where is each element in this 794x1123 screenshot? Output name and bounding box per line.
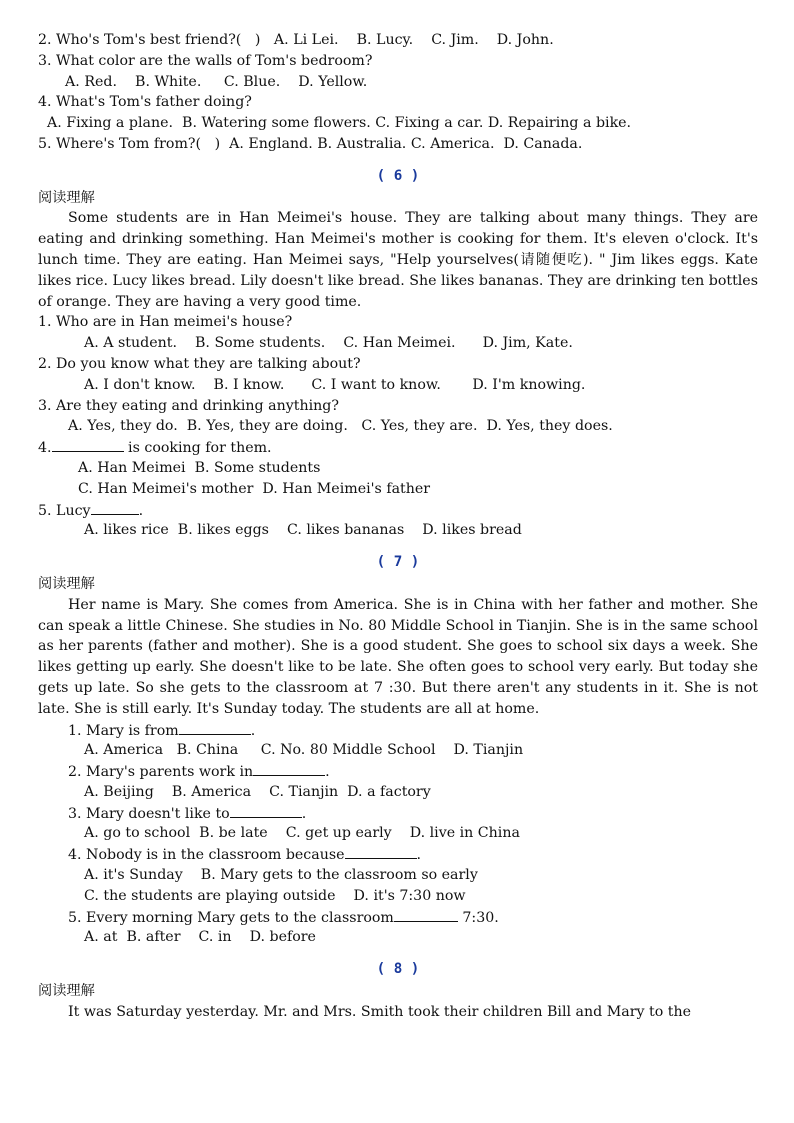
question-4-text: is cooking for them. xyxy=(123,440,272,457)
question-3 xyxy=(38,803,758,824)
question-5-options: A. at B. after C. in D. before xyxy=(84,929,316,946)
reading-passage: It was Saturday yesterday. Mr. and Mrs. Smith took their children Bill and Mary to the xyxy=(68,1003,691,1020)
section-number: ( 6 ) xyxy=(376,167,420,184)
previous-questions xyxy=(38,30,758,155)
question-1: 1. Who are in Han meimei's house? xyxy=(38,314,293,331)
question-2-text: 2. Mary's parents work in xyxy=(68,764,254,781)
question-3: 3. Are they eating and drinking anything? xyxy=(38,397,339,414)
question-3-text: 3. Mary doesn't like to xyxy=(68,805,230,822)
section-label: 阅读理解 xyxy=(38,189,95,206)
answer-blank xyxy=(230,803,302,818)
section-7 xyxy=(38,552,758,948)
answer-blank xyxy=(52,437,124,452)
question-5-text: 5. Every morning Mary gets to the classroom xyxy=(68,909,394,926)
question-2-options: A. I don't know. B. I know. C. I want to know. D. I'm knowing. xyxy=(84,376,586,393)
question-3-options: A. Yes, they do. B. Yes, they are doing. C. Yes, they are. D. Yes, they does. xyxy=(68,418,613,435)
section-number: ( 8 ) xyxy=(376,961,420,978)
section-label: 阅读理解 xyxy=(38,575,95,592)
answer-blank xyxy=(253,761,325,776)
question-4 xyxy=(38,437,758,458)
options-line: A. Red. B. White. C. Blue. D. Yellow. xyxy=(38,73,368,90)
question-5-options: A. likes rice B. likes eggs C. likes bananas D. likes bread xyxy=(84,522,522,539)
question-1-end: . xyxy=(250,722,256,739)
question-4-options-2: C. the students are playing outside D. it's 7:30 now xyxy=(84,887,466,904)
question-3-end: . xyxy=(301,805,307,822)
question-2: 2. Do you know what they are talking about? xyxy=(38,355,361,372)
question-4-options-1: A. Han Meimei B. Some students xyxy=(78,459,321,476)
options-line: A. Fixing a plane. B. Watering some flowers. C. Fixing a car. D. Repairing a bike. xyxy=(38,115,632,132)
section-8 xyxy=(38,959,758,1022)
document-page xyxy=(38,30,758,1023)
question-5 xyxy=(38,500,758,521)
question-1-text: 1. Mary is from xyxy=(68,722,179,739)
question-2 xyxy=(38,761,758,782)
question-4-end: . xyxy=(416,847,422,864)
question-1-options: A. A student. B. Some students. C. Han Meimei. D. Jim, Kate. xyxy=(84,335,573,352)
answer-blank xyxy=(394,907,458,922)
question-line: 4. What's Tom's father doing? xyxy=(38,94,252,111)
question-2-options: A. Beijing B. America C. Tianjin D. a factory xyxy=(84,783,431,800)
section-label: 阅读理解 xyxy=(38,983,95,1000)
section-6 xyxy=(38,166,758,541)
answer-blank xyxy=(345,844,417,859)
question-1-options: A. America B. China C. No. 80 Middle School D. Tianjin xyxy=(84,742,524,759)
answer-blank xyxy=(179,720,251,735)
question-5-end: 7:30. xyxy=(457,909,499,926)
question-line: 5. Where's Tom from?( ) A. England. B. Australia. C. America. D. Canada. xyxy=(38,135,583,152)
question-1 xyxy=(38,720,758,741)
question-5-end: . xyxy=(138,502,144,519)
question-5-text: 5. Lucy xyxy=(38,502,91,519)
question-4 xyxy=(38,844,758,865)
question-line: 2. Who's Tom's best friend?( ) A. Li Lei. B. Lucy. C. Jim. D. John. xyxy=(38,32,554,48)
reading-passage: Some students are in Han Meimei's house. They are talking about many things. They are eating and drinking something. Han Meimei's mother is cooking for them. It's eleven o'clock. It's lunch time. They are eating. Han Meimei says, "Help yourselves(请随便吃). " Jim likes eggs. Kate likes rice. Lucy likes bread. Lily doesn't like bread. She likes bananas. They are drinking ten bottles of orange. They are having a very good time. xyxy=(38,210,758,310)
question-4-text: 4. Nobody is in the classroom because xyxy=(68,847,345,864)
question-5 xyxy=(38,907,758,928)
question-line: 3. What color are the walls of Tom's bedroom? xyxy=(38,52,373,69)
question-2-end: . xyxy=(325,764,330,781)
question-4-number: 4. xyxy=(38,440,52,457)
reading-passage: Her name is Mary. She comes from America. She is in China with her father and mother. She can speak a little Chinese. She studies in No. 80 Middle School in Tianjin. She is in the same school as her parents (father and mother). She is a good student. She goes to school six days a week. She likes getting up early. She doesn't like to be late. She often goes to school very early. But today she gets up late. So she gets to the classroom at 7 :30. But there aren't any students in it. She is not late. She is still early. It's Sunday today. The students are all at home. xyxy=(38,596,758,717)
answer-blank xyxy=(91,500,139,515)
question-3-options: A. go to school B. be late C. get up early D. live in China xyxy=(84,825,520,842)
section-number: ( 7 ) xyxy=(376,554,420,571)
question-4-options-2: C. Han Meimei's mother D. Han Meimei's father xyxy=(78,480,431,497)
question-4-options-1: A. it's Sunday B. Mary gets to the classroom so early xyxy=(84,867,478,884)
